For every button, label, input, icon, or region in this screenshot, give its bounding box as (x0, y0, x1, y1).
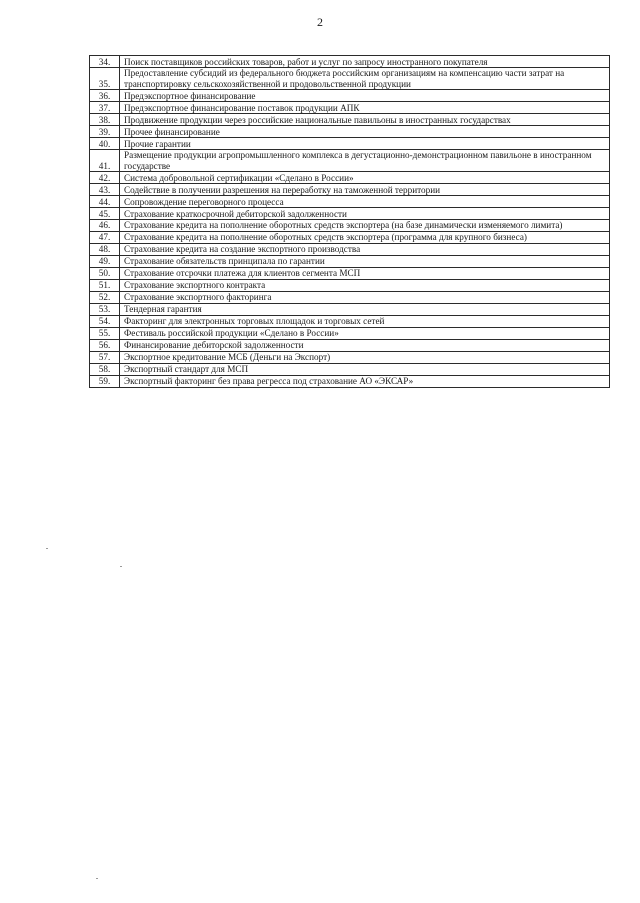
row-text: Страхование краткосрочной дебиторской задолженности (120, 208, 610, 220)
table-row (90, 196, 610, 208)
table-row (90, 126, 610, 138)
row-text: Предоставление субсидий из федерального бюджета российским организациям на компенсацию части затрат на транспортировку сельскохозяйственной и продовольственной продукции (120, 68, 610, 90)
row-number: 36. (90, 90, 120, 102)
row-number: 59. (90, 375, 120, 387)
row-text: Страхование экспортного контракта (120, 279, 610, 291)
row-text: Страхование отсрочки платежа для клиентов сегмента МСП (120, 267, 610, 279)
table-row (90, 243, 610, 255)
row-number: 34. (90, 56, 120, 68)
row-text: Фестиваль российской продукции «Сделано в России» (120, 327, 610, 339)
row-number: 47. (90, 231, 120, 243)
row-number: 44. (90, 196, 120, 208)
row-number: 37. (90, 102, 120, 114)
row-number: 40. (90, 138, 120, 150)
table-row (90, 291, 610, 303)
row-text: Прочие гарантии (120, 138, 610, 150)
table-row (90, 327, 610, 339)
table-row (90, 90, 610, 102)
row-text: Размещение продукции агропромышленного комплекса в дегустационно-демонстрационном павильоне в иностранном государстве (120, 150, 610, 172)
row-number: 38. (90, 114, 120, 126)
table-row (90, 315, 610, 327)
row-number: 39. (90, 126, 120, 138)
table-row (90, 351, 610, 363)
table-row (90, 339, 610, 351)
scan-speck (46, 548, 48, 549)
row-text: Содействие в получении разрешения на переработку на таможенной территории (120, 184, 610, 196)
row-number: 54. (90, 315, 120, 327)
table-row (90, 138, 610, 150)
row-text: Экспортный факторинг без права регресса под страхование АО «ЭКСАР» (120, 375, 610, 387)
row-text: Страхование обязательств принципала по гарантии (120, 255, 610, 267)
table-row (90, 184, 610, 196)
row-text: Страхование кредита на пополнение оборотных средств экспортера (на базе динамически изменяемого лимита) (120, 220, 610, 232)
table-row (90, 267, 610, 279)
row-text: Поиск поставщиков российских товаров, работ и услуг по запросу иностранного покупателя (120, 56, 610, 68)
scan-speck (120, 566, 122, 567)
row-text: Страхование кредита на создание экспортного производства (120, 243, 610, 255)
row-number: 49. (90, 255, 120, 267)
row-number: 50. (90, 267, 120, 279)
row-number: 58. (90, 363, 120, 375)
row-text: Страхование экспортного факторинга (120, 291, 610, 303)
row-text: Экспортный стандарт для МСП (120, 363, 610, 375)
table-row (90, 279, 610, 291)
row-number: 45. (90, 208, 120, 220)
row-number: 55. (90, 327, 120, 339)
row-text: Тендерная гарантия (120, 303, 610, 315)
table-row (90, 102, 610, 114)
row-number: 57. (90, 351, 120, 363)
table-row (90, 220, 610, 232)
row-text: Финансирование дебиторской задолженности (120, 339, 610, 351)
table-row (90, 208, 610, 220)
row-text: Система добровольной сертификации «Сделано в России» (120, 172, 610, 184)
table-row (90, 150, 610, 172)
row-text: Прочее финансирование (120, 126, 610, 138)
row-text: Предэкспортное финансирование (120, 90, 610, 102)
row-number: 52. (90, 291, 120, 303)
row-number: 51. (90, 279, 120, 291)
row-text: Страхование кредита на пополнение оборотных средств экспортера (программа для крупного бизнеса) (120, 231, 610, 243)
table-row (90, 172, 610, 184)
row-number: 43. (90, 184, 120, 196)
table-row (90, 375, 610, 387)
table-row (90, 303, 610, 315)
table-row (90, 68, 610, 90)
row-number: 53. (90, 303, 120, 315)
row-text: Экспортное кредитование МСБ (Деньги на Экспорт) (120, 351, 610, 363)
row-number: 42. (90, 172, 120, 184)
row-text: Предэкспортное финансирование поставок продукции АПК (120, 102, 610, 114)
table-row (90, 255, 610, 267)
services-table (89, 55, 610, 388)
row-number: 35. (90, 68, 120, 90)
table-row (90, 231, 610, 243)
row-text: Продвижение продукции через российские национальные павильоны в иностранных государствах (120, 114, 610, 126)
row-text: Факторинг для электронных торговых площадок и торговых сетей (120, 315, 610, 327)
table-row (90, 56, 610, 68)
table-row (90, 114, 610, 126)
scan-speck (96, 878, 98, 879)
row-number: 56. (90, 339, 120, 351)
page-number: 2 (317, 15, 323, 29)
row-number: 46. (90, 220, 120, 232)
row-number: 41. (90, 150, 120, 172)
table-row (90, 363, 610, 375)
row-number: 48. (90, 243, 120, 255)
row-text: Сопровождение переговорного процесса (120, 196, 610, 208)
